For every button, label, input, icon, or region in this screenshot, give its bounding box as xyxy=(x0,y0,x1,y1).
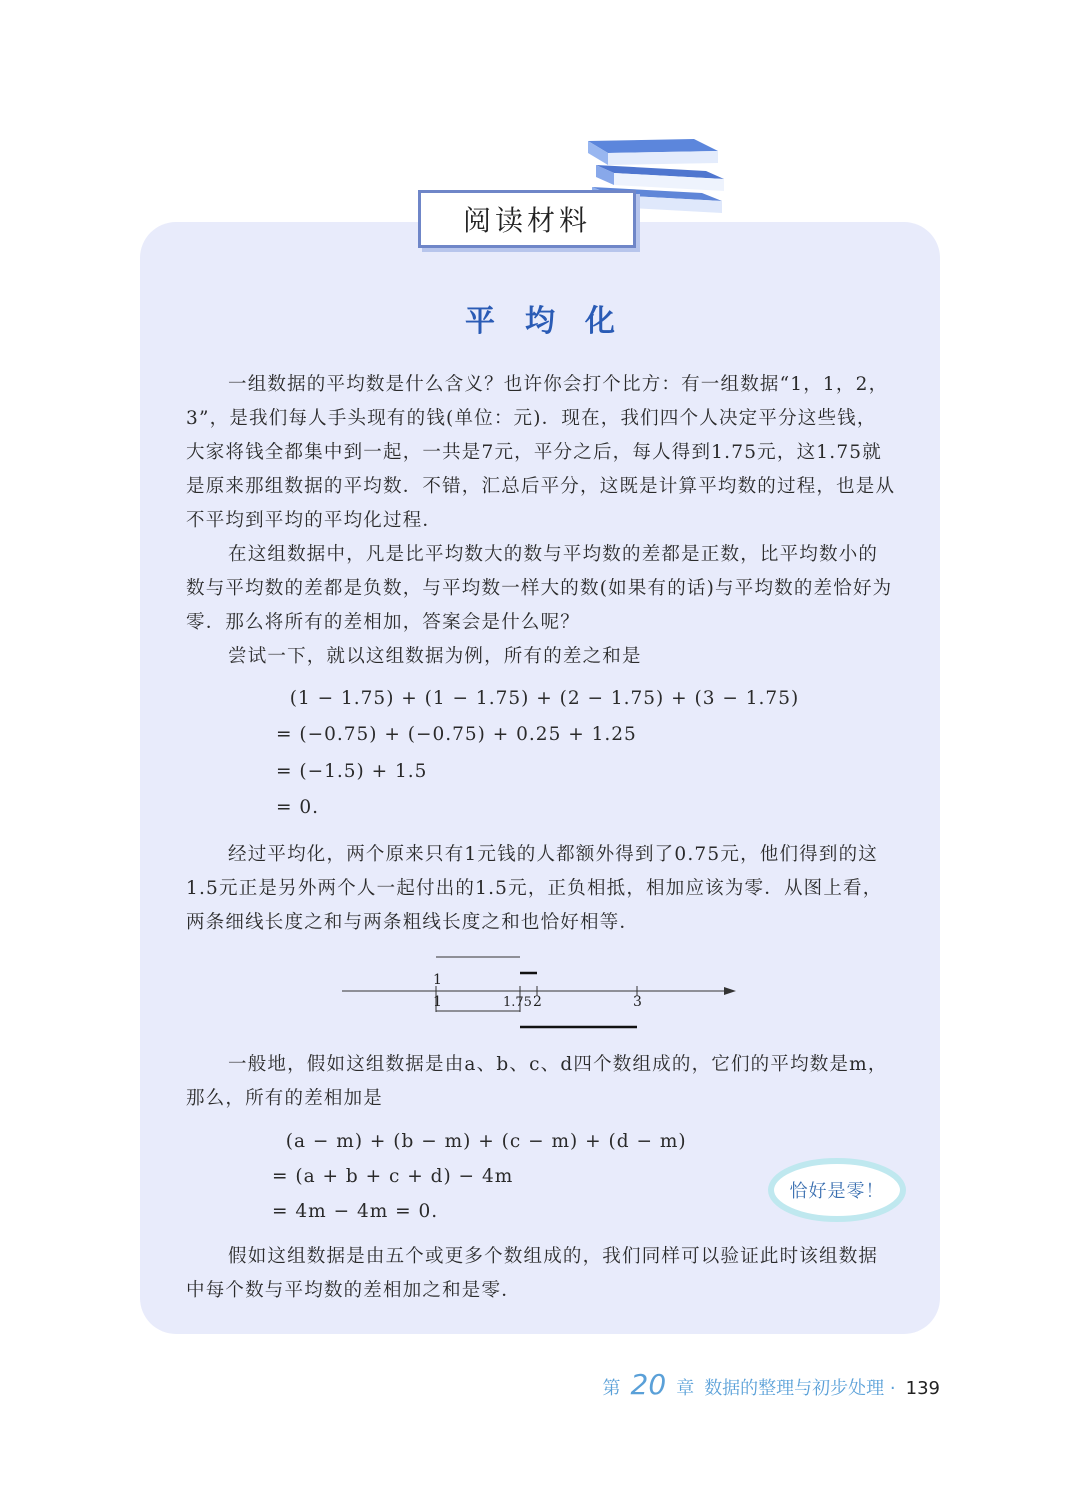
reading-material-tab: 阅读材料 xyxy=(418,190,636,248)
paragraph-5: 一般地，假如这组数据是由a、b、c、d四个数组成的，它们的平均数是m，那么，所有的差相加是 xyxy=(186,1054,888,1109)
chapter-title: 数据的整理与初步处理 · xyxy=(704,1378,896,1399)
paragraph-2: 在这组数据中，凡是比平均数大的数与平均数的差都是正数，比平均数小的数与平均数的差都是负数，与平均数一样大的数(如果有的话)与平均数的差恰好为零．那么将所有的差相加，答案会是什么呢？ xyxy=(186,544,893,633)
equation2-line-3: = 4m − 4m = 0. xyxy=(272,1201,439,1222)
chapter-number: 20 xyxy=(630,1368,667,1401)
paragraph-4: 经过平均化，两个原来只有1元钱的人都额外得到了0.75元，他们得到的这1.5元正是另外两个人一起付出的1.5元，正负相抵，相加应该为零．从图上看，两条细线长度之和与两条粗线长度之和也恰好相等． xyxy=(186,844,883,933)
section-title: 平均化 xyxy=(465,304,645,339)
label-three: 3 xyxy=(633,994,642,1010)
label-mean: 1.75 xyxy=(503,995,532,1010)
equation2-line-2: = (a + b + c + d) − 4m xyxy=(272,1166,514,1187)
label-axis-one: 1 xyxy=(433,994,442,1010)
page-number: 139 xyxy=(905,1378,940,1399)
equation2-line-1: (a − m) + (b − m) + (c − m) + (d − m) xyxy=(272,1131,687,1152)
equation1-line-2: = (−0.75) + (−0.75) + 0.25 + 1.25 xyxy=(276,724,637,745)
page-footer xyxy=(603,1368,940,1401)
chapter-prefix: 第 xyxy=(602,1378,621,1399)
equation1-line-1: (1 − 1.75) + (1 − 1.75) + (2 − 1.75) + (3 − 1.75) xyxy=(276,688,800,709)
bubble-text: 恰好是零！ xyxy=(789,1181,885,1202)
paragraph-1: 一组数据的平均数是什么含义？也许你会打个比方：有一组数据“1，1，2，3”，是我们每人手头现有的钱(单位：元)．现在，我们四个人决定平分这些钱，大家将钱全都集中到一起，一共是7元，平分之后，每人得到1.75元，这1.75就是原来那组数据的平均数．不错，汇总后平分，这既是计算平均数的过程，也是从不平均到平均的平均化过程． xyxy=(186,374,896,531)
label-top-one: 1 xyxy=(433,972,442,988)
number-line-figure xyxy=(340,950,740,1030)
equation1-line-3: = (−1.5) + 1.5 xyxy=(276,761,428,782)
paragraph-3: 尝试一下，就以这组数据为例，所有的差之和是 xyxy=(228,646,642,667)
axis-arrow xyxy=(724,987,736,995)
paragraph-6: 假如这组数据是由五个或更多个数组成的，我们同样可以验证此时该组数据中每个数与平均数的差相加之和是零． xyxy=(186,1246,879,1301)
chapter-suffix: 章 xyxy=(676,1378,695,1399)
equation1-line-4: = 0. xyxy=(276,797,320,818)
label-two: 2 xyxy=(533,994,542,1010)
